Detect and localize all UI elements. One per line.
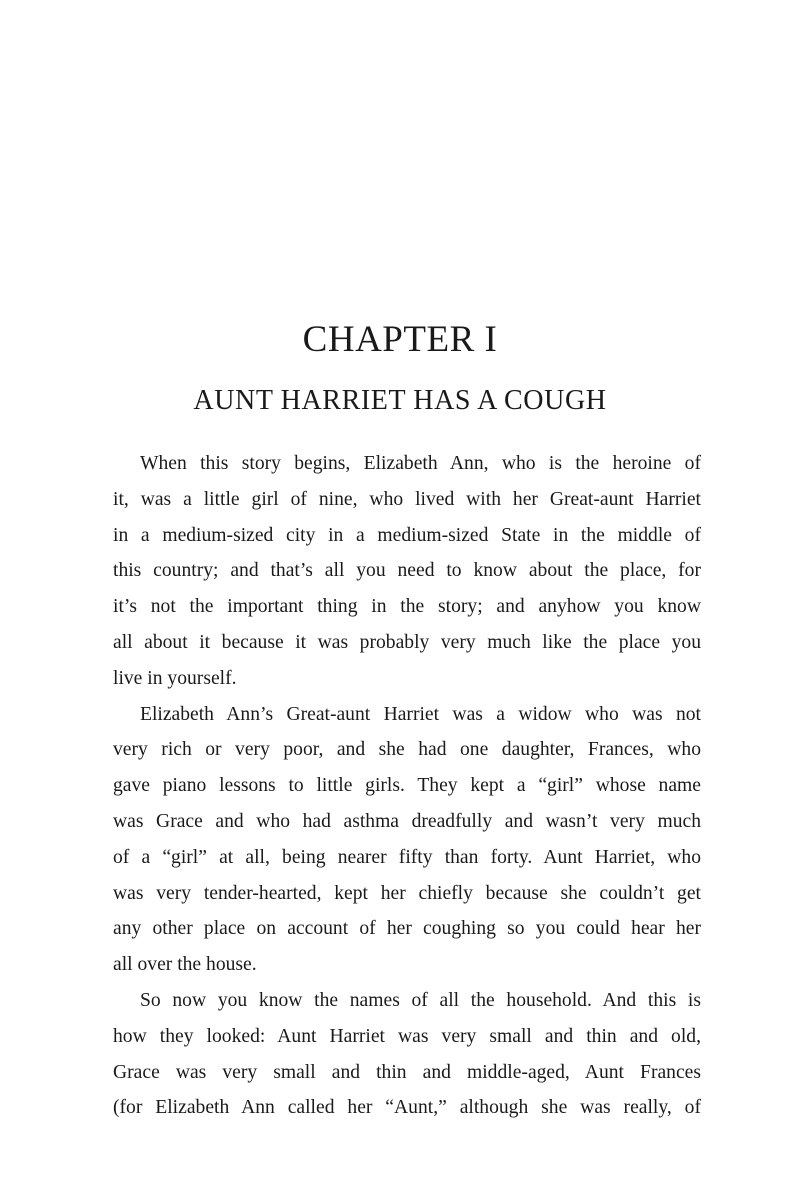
text-line: very rich or very poor, and she had one daughter, Frances, who	[113, 739, 701, 761]
paragraph-3	[113, 983, 701, 1126]
paragraph-1	[113, 446, 701, 697]
text-line: When this story begins, Elizabeth Ann, who is the heroine of	[140, 453, 701, 474]
body-text	[113, 446, 701, 1126]
text-line: of a “girl” at all, being nearer fifty than forty. Aunt Harriet, who	[113, 846, 701, 868]
text-line: all over the house.	[113, 954, 257, 976]
text-line: this country; and that’s all you need to know about the place, for	[113, 560, 701, 582]
paragraph-2	[113, 697, 701, 983]
chapter-number: CHAPTER I	[302, 319, 498, 360]
text-line: in a medium-sized city in a medium-sized State in the middle of	[113, 524, 701, 546]
text-line: how they looked: Aunt Harriet was very small and thin and old,	[113, 1025, 701, 1047]
text-line: Elizabeth Ann’s Great-aunt Harriet was a widow who was not	[140, 703, 701, 725]
text-line: was very tender-hearted, kept her chiefly because she couldn’t get	[113, 882, 701, 904]
text-line: So now you know the names of all the household. And this is	[140, 989, 701, 1011]
text-line: it’s not the important thing in the story; and anyhow you know	[113, 596, 701, 618]
text-line: Grace was very small and thin and middle-aged, Aunt Frances	[113, 1061, 701, 1083]
text-line: any other place on account of her coughing so you could hear her	[113, 918, 701, 940]
text-line: (for Elizabeth Ann called her “Aunt,” although she was really, of	[113, 1097, 701, 1119]
chapter-title: AUNT HARRIET HAS A COUGH	[193, 385, 607, 416]
text-line: was Grace and who had asthma dreadfully and wasn’t very much	[113, 810, 701, 832]
text-line: gave piano lessons to little girls. They kept a “girl” whose name	[113, 775, 701, 797]
text-line: all about it because it was probably very much like the place you	[113, 631, 701, 653]
text-line: it, was a little girl of nine, who lived with her Great-aunt Harriet	[113, 488, 701, 510]
text-line: live in yourself.	[113, 667, 237, 689]
